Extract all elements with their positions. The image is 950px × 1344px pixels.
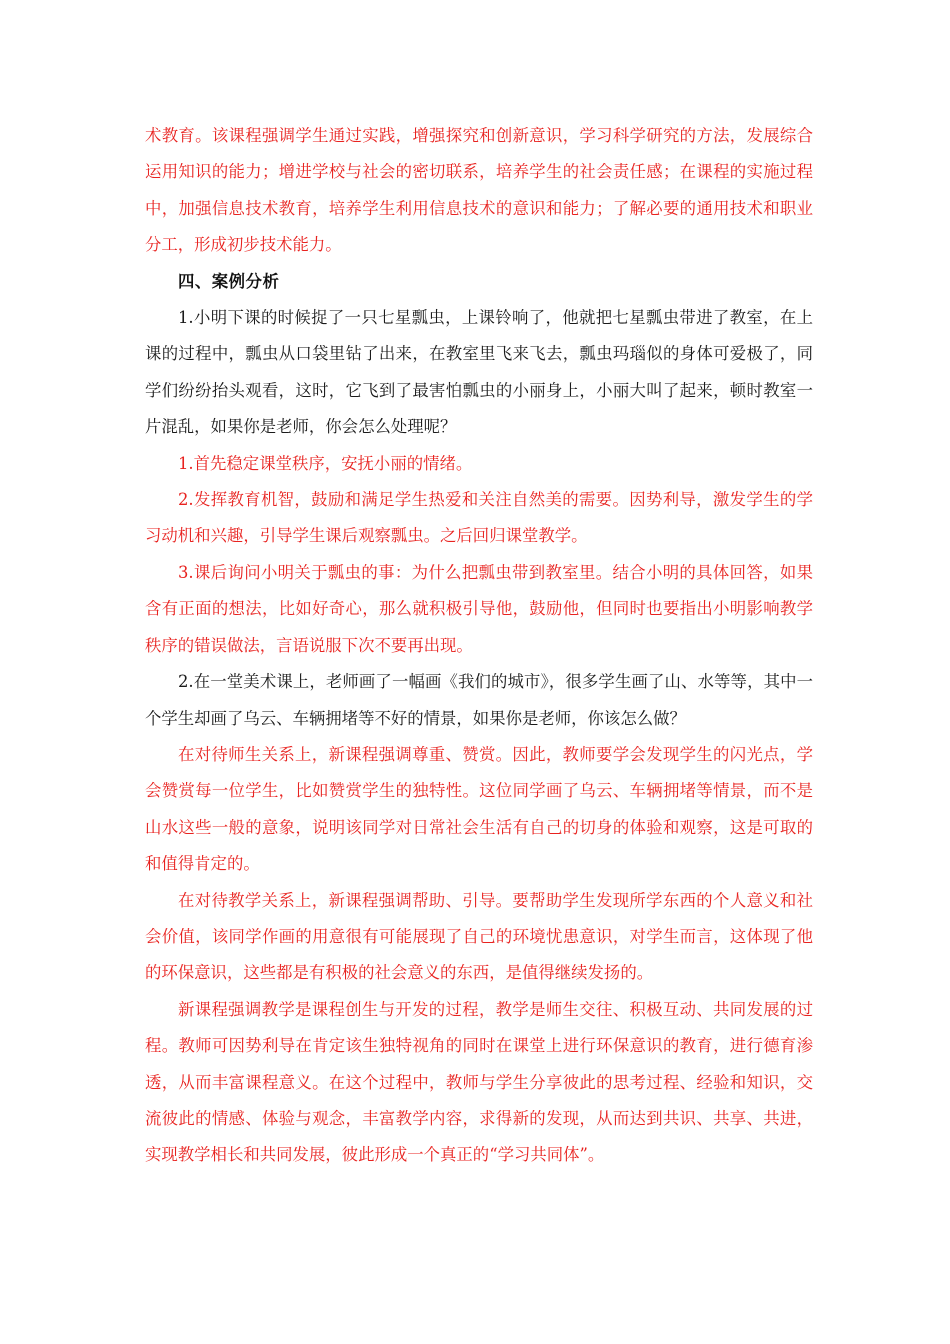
case1-answer-3: 3.课后询问小明关于瓢虫的事：为什么把瓢虫带到教室里。结合小明的具体回答，如果含有正面的想法，比如好奇心，那么就积极引导他，鼓励他，但同时也要指出小明影响教学秩序的错误做法，言语说服下次不要再出现。 bbox=[145, 562, 813, 655]
intro-paragraph: 术教育。该课程强调学生通过实践，增强探究和创新意识，学习科学研究的方法，发展综合运用知识的能力；增进学校与社会的密切联系，培养学生的社会责任感；在课程的实施过程中，加强信息技术教育，培养学生利用信息技术的意识和能力；了解必要的通用技术和职业分工，形成初步技术能力。 bbox=[145, 126, 813, 255]
case2-answer-2: 在对待教学关系上，新课程强调帮助、引导。要帮助学生发现所学东西的个人意义和社会价值，该同学作画的用意很有可能展现了自己的环境忧患意识，对学生而言，这体现了他的环保意识，这些都是有积极的社会意义的东西，是值得继续发扬的。 bbox=[145, 890, 813, 983]
case2-question: 2.在一堂美术课上，老师画了一幅画《我们的城市》，很多学生画了山、水等等，其中一个学生却画了乌云、车辆拥堵等不好的情景，如果你是老师，你该怎么做？ bbox=[145, 672, 813, 728]
section-heading: 四、案例分析 bbox=[178, 271, 280, 291]
case2-answer-3: 新课程强调教学是课程创生与开发的过程，教学是师生交往、积极互动、共同发展的过程。教师可因势利导在肯定该生独特视角的同时在课堂上进行环保意识的教育，进行德育渗透，从而丰富课程意义。在这个过程中，教师与学生分享彼此的思考过程、经验和知识，交流彼此的情感、体验与观念，丰富教学内容，求得新的发现，从而达到共识、共享、共进，实现教学相长和共同发展，彼此形成一个真正的“学习共同体”。 bbox=[145, 999, 813, 1165]
case1-answer-1: 1.首先稳定课堂秩序，安抚小丽的情绪。 bbox=[178, 453, 473, 473]
case1-answer-2: 2.发挥教育机智，鼓励和满足学生热爱和关注自然美的需要。因势利导，激发学生的学习动机和兴趣，引导学生课后观察瓢虫。之后回归课堂教学。 bbox=[145, 490, 813, 546]
case2-answer-1: 在对待师生关系上，新课程强调尊重、赞赏。因此，教师要学会发现学生的闪光点，学会赞赏每一位学生，比如赞赏学生的独特性。这位同学画了乌云、车辆拥堵等情景，而不是山水这些一般的意象，说明该同学对日常社会生活有自己的切身的体验和观察，这是可取的和值得肯定的。 bbox=[145, 744, 813, 874]
document-body bbox=[145, 118, 813, 1174]
case1-question: 1.小明下课的时候捉了一只七星瓢虫，上课铃响了，他就把七星瓢虫带进了教室，在上课的过程中，瓢虫从口袋里钻了出来，在教室里飞来飞去，瓢虫玛瑙似的身体可爱极了，同学们纷纷抬头观看，这时，它飞到了最害怕瓢虫的小丽身上，小丽大叫了起来，顿时教室一片混乱，如果你是老师，你会怎么处理呢？ bbox=[145, 308, 813, 437]
